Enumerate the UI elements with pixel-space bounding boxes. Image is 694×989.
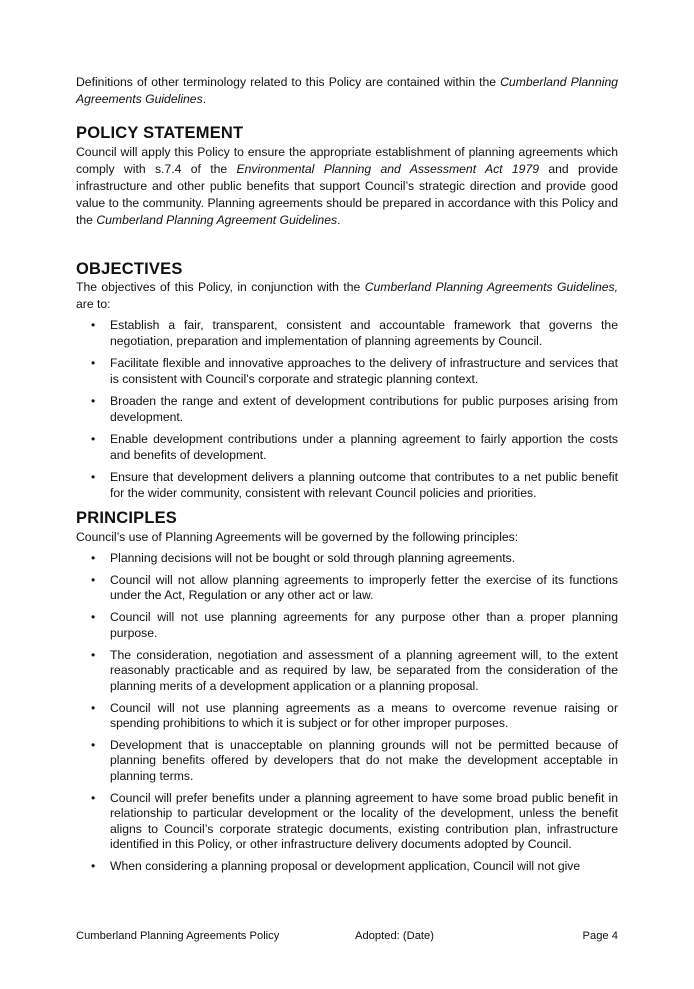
principles-list [76,551,618,875]
objectives-list [76,318,618,501]
list-item: • Planning decisions will not be bought or sold through planning agreements. [91,551,516,565]
list-item: • Facilitate flexible and innovative approaches to the delivery of infrastructure and services that is consistent with Council’s corporate and strategic planning context. [91,356,618,386]
policy-statement-paragraph: Council will apply this Policy to ensure the appropriate establishment of planning agreements which comply with s.7.4 of the Environmental Planning and Assessment Act 1979 and provide infrastructure and other public benefits that support Council’s strategic direction and provide good value to the community. Planning agreements should be prepared in accordance with this Policy and the Cumberland Planning Agreement Guidelines. [76,145,618,227]
list-item: • Council will not use planning agreements for any purpose other than a proper planning purpose. [91,610,618,640]
list-item: • Ensure that development delivers a planning outcome that contributes to a net public benefit for the wider community, consistent with relevant Council policies and priorities. [91,470,618,500]
footer-document-title: Cumberland Planning Agreements Policy [76,930,280,942]
bullet-icon: • [91,318,96,332]
bullet-icon: • [91,610,96,625]
bullet-icon: • [91,394,96,408]
intro-paragraph: Definitions of other terminology related to this Policy are contained within the Cumberland Planning Agreements Guidelines. [76,75,618,106]
page-footer [76,928,618,944]
guidelines-reference: Cumberland Planning Agreement Guidelines [96,213,338,227]
list-item: • The consideration, negotiation and assessment of a planning agreement will, to the extent reasonably practicable and as required by law, be separated from the consideration of the planning merits of a development application or a planning proposal. [91,647,618,693]
bullet-icon: • [91,432,96,446]
footer-page-number: Page 4 [582,930,618,942]
list-item: • Council will prefer benefits under a planning agreement to have some broad public benefit in relationship to particular development or the locality of the development, unless the benefit aligns to Council’s corporate strategic documents, existing contribution plan, infrastructure identified in this Policy, or other infrastructure delivery documents adopted by Council. [91,790,618,852]
bullet-icon: • [91,356,96,370]
footer-adopted-date: Adopted: (Date) [355,930,434,942]
principles-intro: Council’s use of Planning Agreements will be governed by the following principles: [76,530,519,544]
policy-statement-heading: POLICY STATEMENT [76,124,244,142]
list-item: • Development that is unacceptable on planning grounds will not be permitted because of planning benefits offered by developers that do not make the development acceptable in planning terms. [91,737,618,783]
bullet-icon: • [91,859,96,874]
act-reference: Environmental Planning and Assessment Act 1979 [236,162,540,176]
list-item: • Council will not allow planning agreements to improperly fetter the exercise of its functions under the Act, Regulation or any other act or law. [91,572,618,603]
bullet-icon: • [91,737,96,752]
list-item: • Enable development contributions under a planning agreement to fairly apportion the costs and benefits of development. [91,432,618,462]
bullet-icon: • [91,647,96,662]
bullet-icon: • [91,790,96,805]
list-item: • When considering a planning proposal or development application, Council will not give [91,859,581,874]
objectives-heading: OBJECTIVES [76,260,183,278]
bullet-icon: • [91,572,96,587]
principles-heading: PRINCIPLES [76,509,178,527]
list-item: • Broaden the range and extent of development contributions for public purposes arising from development. [91,394,618,424]
list-item: • Council will not use planning agreements as a means to overcome revenue raising or spending prohibitions to which it is subject or for other improper purposes. [91,700,618,731]
bullet-icon: • [91,470,96,484]
bullet-icon: • [91,551,96,565]
document-page [76,74,618,881]
bullet-icon: • [91,700,96,715]
list-item: • Establish a fair, transparent, consistent and accountable framework that governs the negotiation, preparation and implementation of planning agreements by Council. [91,318,618,348]
guidelines-reference: Cumberland Planning Agreements Guidelines [76,75,618,106]
objectives-intro: The objectives of this Policy, in conjunction with the Cumberland Planning Agreements Guidelines, are to: [76,280,618,311]
guidelines-reference: Cumberland Planning Agreements Guidelines, [364,280,618,294]
